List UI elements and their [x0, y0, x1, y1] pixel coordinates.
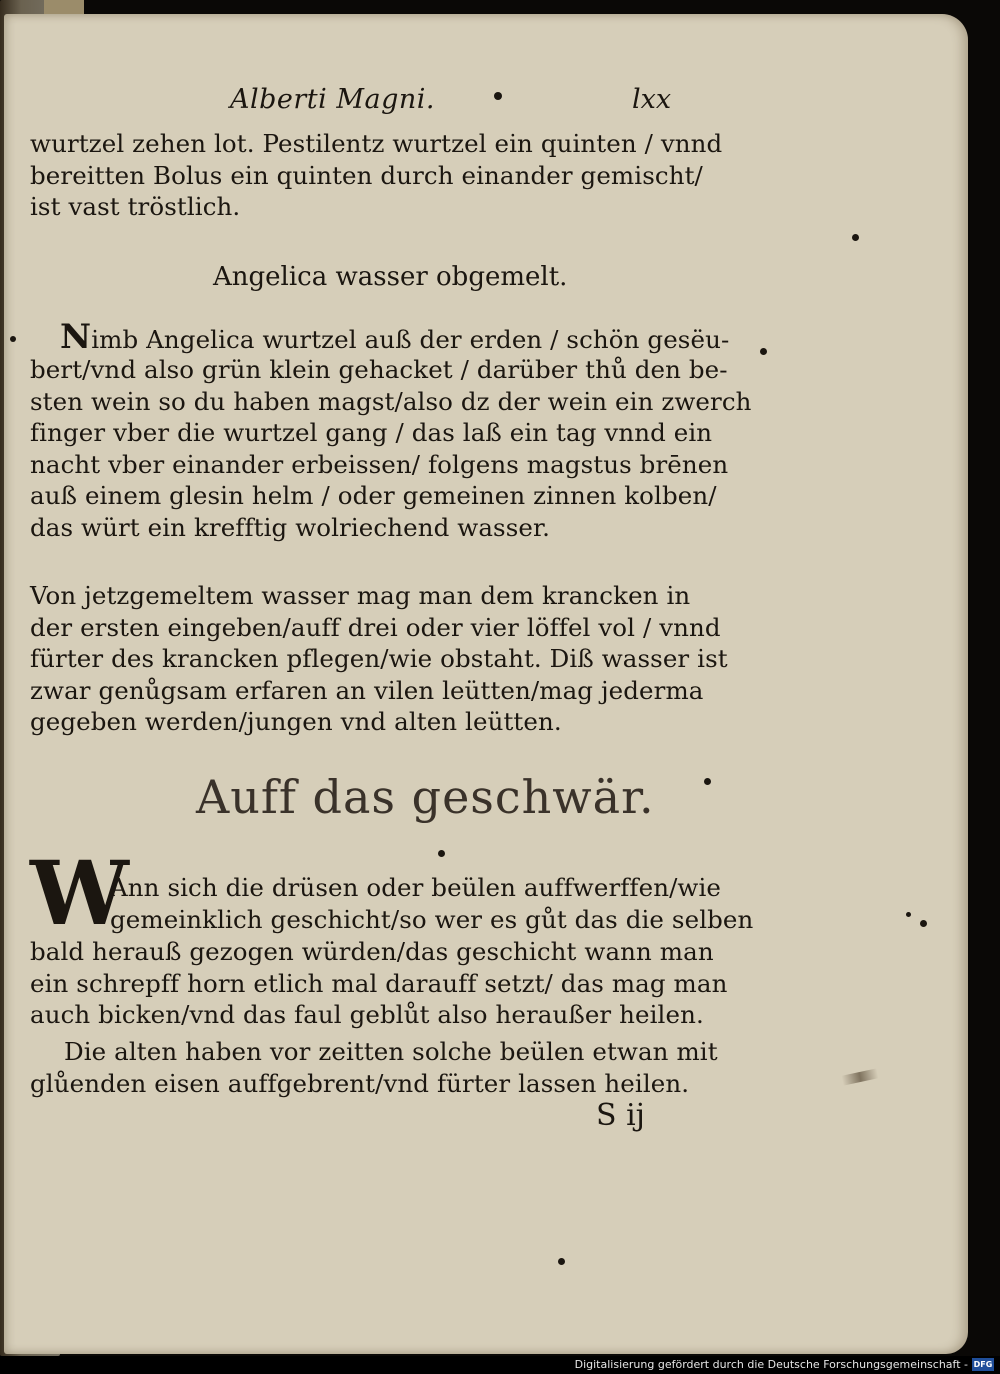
speck: [760, 348, 767, 355]
text-line: das würt ein krefftig wolriechend wasser.: [30, 512, 550, 542]
speck: [920, 920, 927, 927]
speck: [852, 234, 859, 241]
text-line: bald herauß gezogen würden/das geschicht wann man: [30, 937, 714, 966]
text-line: zwar genůgsam erfaren an vilen leütten/mag jederma: [30, 675, 704, 705]
text-line: der ersten eingeben/auff drei oder vier löffel vol / vnnd: [30, 612, 721, 642]
text-line: auch bicken/vnd das faul geblůt also heraußer heilen.: [30, 1000, 704, 1030]
speck: [558, 1258, 565, 1265]
drop-cap-initial: W: [30, 841, 129, 945]
text-line: bert/vnd also grün klein gehacket / darüber thů den be-: [30, 355, 728, 384]
signature-mark: S ij: [596, 1098, 645, 1133]
funding-credit: Digitalisierung gefördert durch die Deutsche Forschungsgemeinschaft -: [574, 1358, 968, 1371]
text-line: sten wein so du haben magst/also dz der wein ein zwerch: [30, 386, 752, 416]
text-line: ist vast tröstlich.: [30, 192, 241, 222]
text-line: glůenden eisen auffgebrent/vnd fürter lassen heilen.: [30, 1069, 690, 1098]
text-line: nacht vber einander erbeissen/ folgens magstus brēnen: [30, 449, 729, 479]
paragraph-swelling-cont: [30, 936, 742, 1031]
text-line: gemeinklich geschicht/so wer es gůt das die selben: [110, 904, 754, 934]
text-line: fürter des krancken pflegen/wie obstaht. Diß wasser ist: [30, 644, 728, 674]
ornament-dot: [494, 92, 502, 100]
text-line: Von jetzgemeltem wasser mag man dem krancken in: [30, 581, 691, 610]
text-line: gegeben werden/jungen vnd alten leütten.: [30, 707, 562, 737]
section-heading: Auff das geschwär.: [196, 770, 655, 824]
folio-number: lxx: [632, 84, 672, 115]
subheading-angelica: Angelica wasser obgemelt.: [213, 262, 568, 292]
paragraph-recipe-end: [30, 128, 742, 223]
paragraph-old-practice-cont: [30, 1068, 700, 1100]
running-head: Alberti Magni.: [230, 84, 436, 115]
initial-letter: N: [60, 317, 92, 357]
text-line: Ann sich die drüsen oder beülen auffwerffen/wie: [110, 873, 722, 902]
text-line: finger vber die wurtzel gang / das laß ein tag vnnd ein: [30, 418, 713, 448]
text-line: ein schrepff horn etlich mal darauff setzt/ das mag man: [30, 968, 728, 998]
paragraph-usage: [30, 580, 742, 738]
speck: [10, 336, 16, 342]
paragraph-swelling: [110, 872, 754, 935]
paragraph-angelica-cont: [30, 354, 752, 544]
text-line: [60, 317, 742, 357]
text-line-content: imb Angelica wurtzel auß der erden / schön gesëu-: [91, 325, 730, 354]
text-line: bereitten Bolus ein quinten durch einander gemischt/: [30, 160, 703, 190]
speck: [704, 778, 711, 785]
paragraph-angelica: [60, 317, 742, 357]
text-line: Die alten haben vor zeitten solche beülen etwan mit: [64, 1037, 718, 1066]
text-line: auß einem glesin helm / oder gemeinen zinnen kolben/: [30, 481, 717, 511]
speck: [438, 850, 445, 857]
text-line: wurtzel zehen lot. Pestilentz wurtzel ein quinten / vnnd: [30, 129, 723, 158]
dfg-logo-icon: DFG: [973, 1360, 993, 1369]
paragraph-old-practice: [64, 1036, 742, 1068]
speck: [906, 912, 911, 917]
